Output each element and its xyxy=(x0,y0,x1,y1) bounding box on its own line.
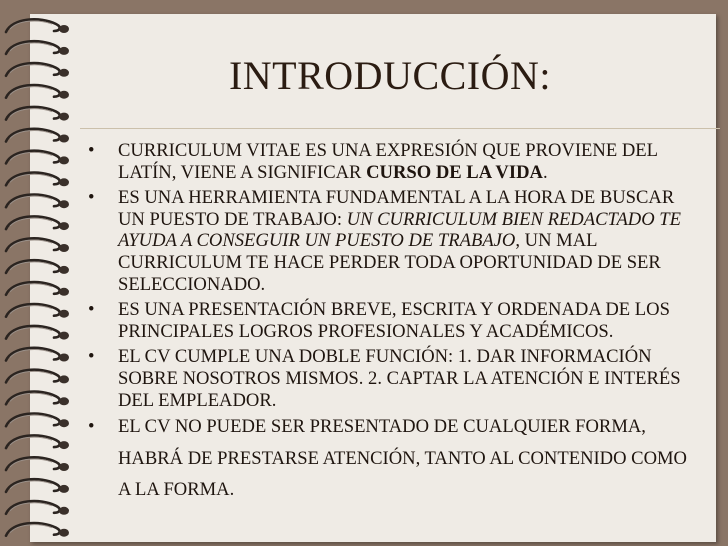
binding-ring xyxy=(6,19,69,33)
binding-ring xyxy=(6,326,69,340)
binding-ring xyxy=(6,348,69,362)
binding-ring xyxy=(6,129,69,143)
bullet-bold-text: CURSO DE LA VIDA xyxy=(366,161,543,183)
bullet-item-1 xyxy=(88,140,696,183)
binding-ring xyxy=(6,85,69,99)
bullet-text: ES UNA PRESENTACIÓN BREVE, ESCRITA Y ORDENADA DE LOS PRINCIPALES LOGROS PROFESIONALES Y ACADÉMICOS. xyxy=(118,299,670,342)
bullet-marker: • xyxy=(88,346,95,368)
bullet-item-4 xyxy=(88,346,696,411)
bullet-item-2 xyxy=(88,187,696,295)
bullet-item-5 xyxy=(88,411,696,506)
bullet-marker: • xyxy=(88,140,95,161)
title-divider xyxy=(80,128,720,129)
bullet-item-3 xyxy=(88,299,696,342)
binding-ring xyxy=(6,392,69,406)
binding-ring xyxy=(6,260,69,274)
binding-ring xyxy=(6,41,69,55)
bullet-italic-text: UN CURRICULUM BIEN REDACTADO TE AYUDA A CONSEGUIR UN PUESTO DE TRABAJO xyxy=(118,208,682,252)
binding-ring xyxy=(6,479,69,493)
bullet-text-end: , UN MAL CURRICULUM TE HACE PERDER TODA OPORTUNIDAD DE SER SELECCIONADO. xyxy=(118,230,661,295)
bullet-text-end: . xyxy=(542,161,548,183)
binding-ring xyxy=(6,151,69,165)
binding-ring xyxy=(6,304,69,318)
binding-ring xyxy=(6,63,69,77)
binding-ring xyxy=(6,370,69,384)
bullet-text: EL CV NO PUEDE SER PRESENTADO DE CUALQUIER FORMA, HABRÁ DE PRESTARSE ATENCIÓN, TANTO AL CONTENIDO COMO A LA FORMA. xyxy=(118,416,687,501)
spiral-binding-rings-icon xyxy=(0,14,78,542)
binding-ring xyxy=(6,195,69,209)
binding-ring xyxy=(6,107,69,121)
binding-ring xyxy=(6,238,69,252)
bullet-text: ES UNA HERRAMIENTA FUNDAMENTAL A LA HORA DE BUSCAR UN PUESTO DE TRABAJO: xyxy=(118,187,675,230)
bullet-list xyxy=(88,140,696,510)
binding-ring xyxy=(6,435,69,449)
bullet-text: CURRICULUM VITAE ES UNA EXPRESIÓN QUE PROVIENE DEL LATÍN, VIENE A SIGNIFICAR xyxy=(118,140,658,183)
binding-ring xyxy=(6,282,69,296)
bullet-marker: • xyxy=(88,187,95,209)
binding-ring xyxy=(6,523,69,537)
binding-ring xyxy=(6,414,69,428)
binding-ring xyxy=(6,173,69,187)
binding-ring xyxy=(6,457,69,471)
slide-title: INTRODUCCIÓN: xyxy=(228,53,552,98)
bullet-marker: • xyxy=(88,416,95,438)
binding-ring xyxy=(6,501,69,515)
bullet-marker: • xyxy=(88,299,95,321)
binding-ring xyxy=(6,216,69,230)
bullet-text: EL CV CUMPLE UNA DOBLE FUNCIÓN: 1. DAR INFORMACIÓN SOBRE NOSOTROS MISMOS. 2. CAPTAR LA ATENCIÓN E INTERÉS DEL EMPLEADOR. xyxy=(118,346,681,411)
